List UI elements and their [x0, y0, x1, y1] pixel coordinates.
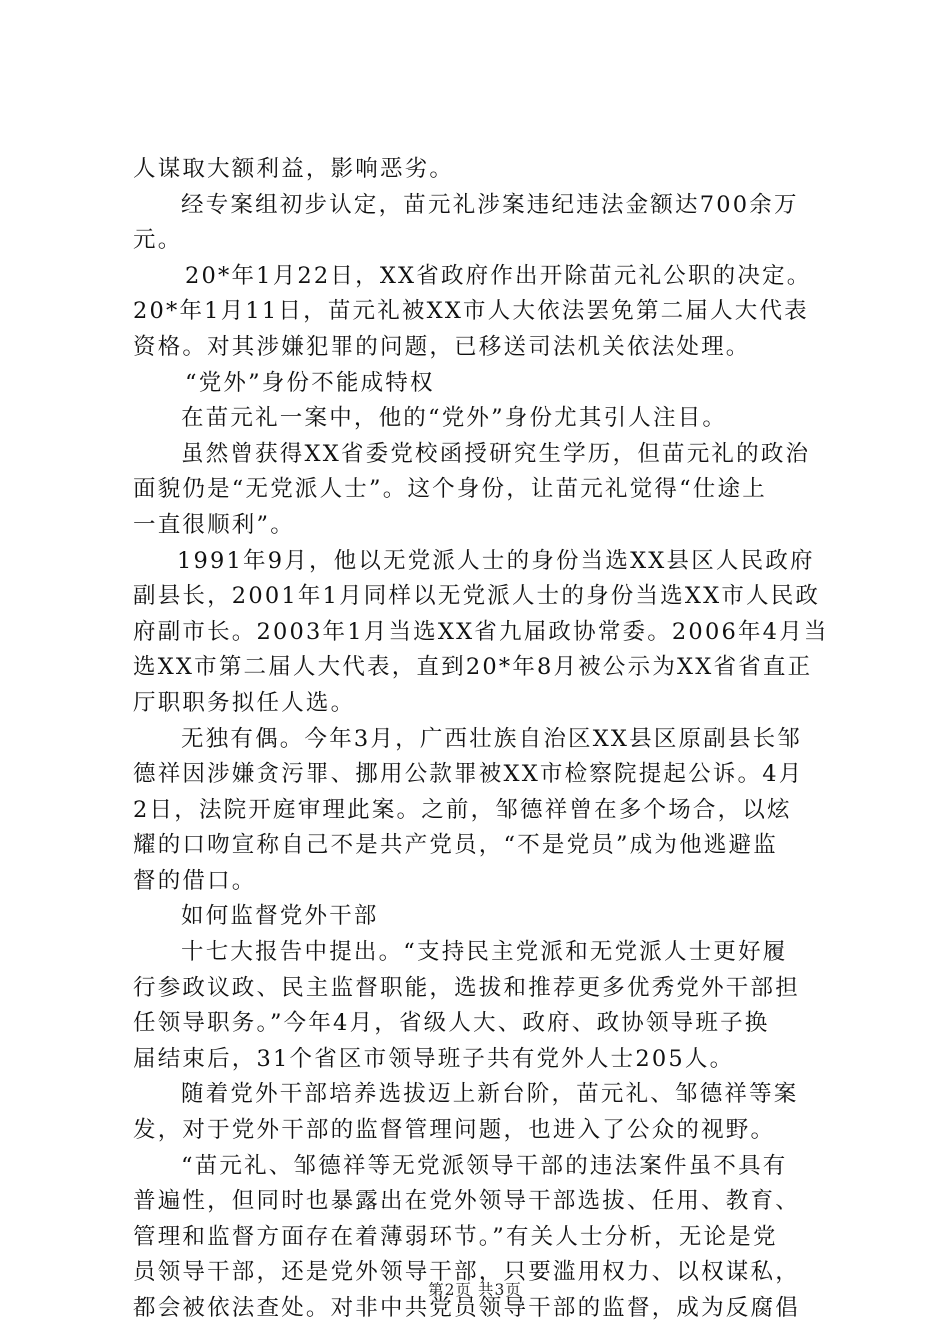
text-line: 十七大报告中提出。“支持民主党派和无党派人士更好履	[181, 939, 788, 966]
text-line: 耀的口吻宣称自己不是共产党员，“不是党员”成为他逃避监	[133, 832, 778, 859]
text-line: 任领导职务。”今年4月，省级人大、政府、政协领导班子换	[133, 1010, 770, 1037]
text-line: 德祥因涉嫌贪污罪、挪用公款罪被XX市检察院提起公诉。4月	[133, 761, 804, 788]
text-line: 虽然曾获得XX省委党校函授研究生学历，但苗元礼的政治	[181, 440, 811, 467]
text-line: 资格。对其涉嫌犯罪的问题，已移送司法机关依法处理。	[133, 333, 751, 360]
text-line: 随着党外干部培养选拔迈上新台阶，苗元礼、邹德祥等案	[181, 1081, 799, 1108]
text-line: 府副市长。2003年1月当选XX省九届政协常委。2006年4月当	[133, 618, 829, 645]
text-line: 如何监督党外干部	[181, 903, 379, 930]
text-line: 员领导干部，还是党外领导干部，只要滥用权力、以权谋私，	[133, 1259, 800, 1286]
text-line: 行参政议政、民主监督职能，选拔和推荐更多优秀党外干部担	[133, 974, 800, 1001]
text-line: 届结束后，31个省区市领导班子共有党外人士205人。	[133, 1045, 735, 1072]
text-line: 都会被依法查处。对非中共党员领导干部的监督，成为反腐倡	[133, 1295, 800, 1321]
text-line: 2日，法院开庭审理此案。之前，邹德祥曾在多个场合，以炫	[133, 796, 792, 823]
text-line: 20*年1月22日，XX省政府作出开除苗元礼公职的决定。	[185, 262, 812, 289]
text-line: “党外”身份不能成特权	[185, 369, 435, 396]
text-line: 面貌仍是“无党派人士”。这个身份，让苗元礼觉得“仕途上	[133, 476, 767, 503]
text-line: 1991年9月，他以无党派人士的身份当选XX县区人民政府	[177, 547, 815, 574]
text-line: 厅职职务拟任人选。	[133, 689, 356, 716]
text-line: 选XX市第二届人大代表，直到20*年8月被公示为XX省省直正	[133, 654, 813, 681]
text-line: 督的借口。	[133, 867, 257, 894]
text-line: 元。	[133, 227, 183, 254]
text-line: 20*年1月11日，苗元礼被XX市人大依法罢免第二届人大代表	[133, 298, 809, 325]
text-line: 人谋取大额利益，影响恶劣。	[133, 156, 455, 182]
text-line: 发，对于党外干部的监督管理问题，也进入了公众的视野。	[133, 1117, 776, 1144]
text-line: 无独有偶。今年3月，广西壮族自治区XX县区原副县长邹	[181, 725, 803, 752]
text-line: 普遍性，但同时也暴露出在党外领导干部选拔、任用、教育、	[133, 1188, 800, 1215]
text-line: 副县长，2001年1月同样以无党派人士的身份当选XX市人民政	[133, 583, 821, 610]
document-body	[133, 152, 833, 1327]
text-line: 一直很顺利”。	[133, 511, 295, 538]
text-line: 管理和监督方面存在着薄弱环节。”有关人士分析，无论是党	[133, 1223, 778, 1250]
page-footer: 第2页 共3页	[428, 1281, 522, 1299]
text-line: “苗元礼、邹德祥等无党派领导干部的违法案件虽不具有	[181, 1152, 788, 1179]
text-line: 经专案组初步认定，苗元礼涉案违纪违法金额达700余万	[181, 191, 799, 218]
text-line: 在苗元礼一案中，他的“党外”身份尤其引人注目。	[181, 405, 728, 432]
